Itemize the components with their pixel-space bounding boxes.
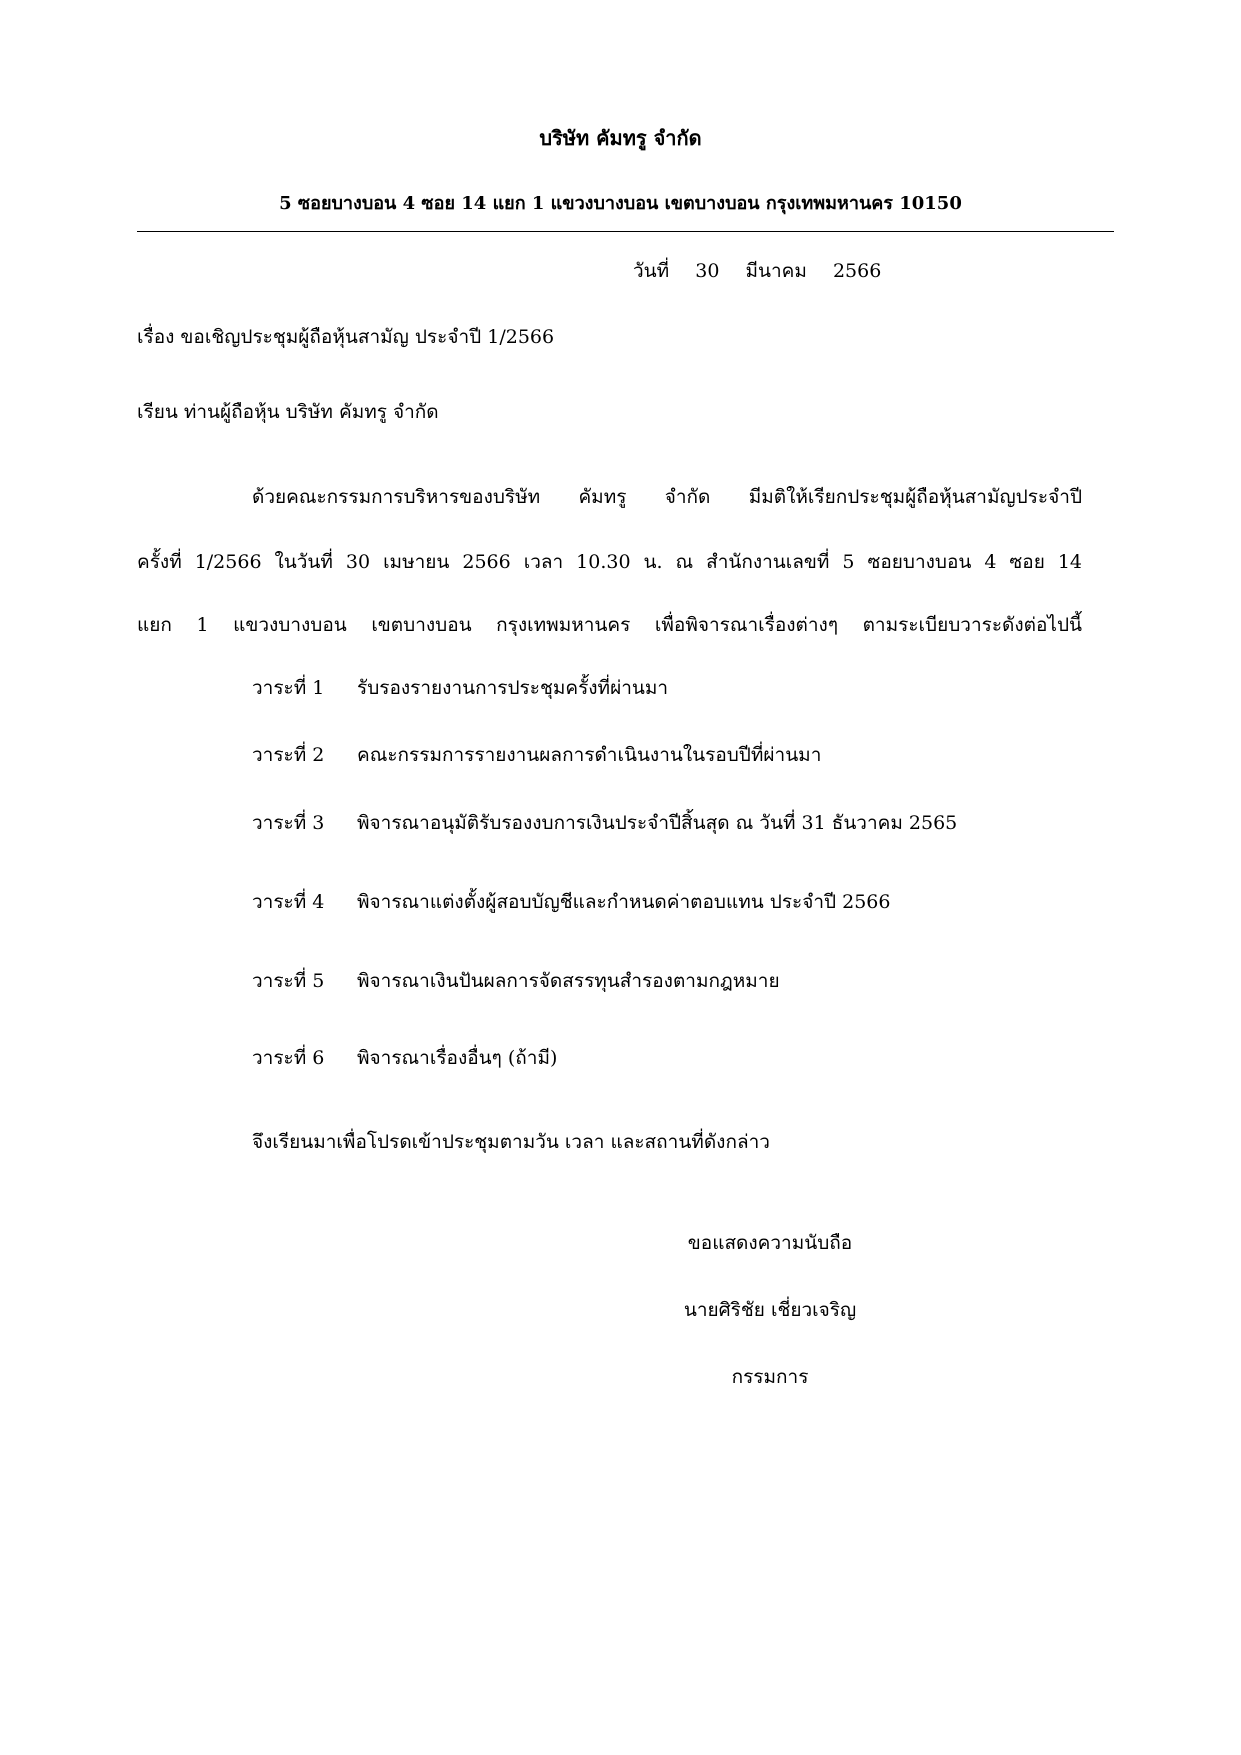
agenda-number: วาระที่ 5 — [252, 970, 325, 992]
body-line-2: ครั้งที่ 1/2566 ในวันที่ 30 เมษายน 2566 เวลา 10.30 น. ณ สำนักงานเลขที่ 5 ซอยบางบอน 4 ซอย 14 — [137, 551, 1082, 573]
agenda-number: วาระที่ 1 — [252, 677, 325, 699]
letter-date — [633, 256, 901, 286]
agenda-text: พิจารณาเรื่องอื่นๆ (ถ้ามี) — [357, 1047, 558, 1069]
agenda-text: พิจารณาอนุมัติรับรองงบการเงินประจำปีสิ้นสุด ณ วันที่ 31 ธันวาคม 2565 — [357, 812, 958, 834]
signature-position: กรรมการ — [731, 1366, 809, 1388]
agenda-text: รับรองรายงานการประชุมครั้งที่ผ่านมา — [357, 677, 669, 699]
agenda-item — [252, 673, 668, 703]
agenda-item — [252, 808, 957, 838]
signature-regards: ขอแสดงความนับถือ — [687, 1232, 853, 1254]
closing-line: จึงเรียนมาเพื่อโปรดเข้าประชุมตามวัน เวลา และสถานที่ดังกล่าว — [252, 1131, 770, 1153]
agenda-text: พิจารณาเงินปันผลการจัดสรรทุนสำรองตามกฎหมาย — [357, 970, 780, 992]
agenda-item — [252, 966, 780, 996]
agenda-number: วาระที่ 4 — [252, 891, 325, 913]
header-divider — [137, 231, 1114, 232]
agenda-item — [252, 740, 821, 770]
agenda-text: คณะกรรมการรายงานผลการดำเนินงานในรอบปีที่ผ่านมา — [357, 744, 822, 766]
agenda-number: วาระที่ 2 — [252, 744, 325, 766]
body-line-3: แยก 1 แขวงบางบอน เขตบางบอน กรุงเทพมหานคร เพื่อพิจารณาเรื่องต่างๆ ตามระเบียบวาระดังต่อไปนี้ — [137, 614, 1082, 636]
date-label: วันที่ — [633, 260, 670, 282]
company-address: 5 ซอยบางบอน 4 ซอย 14 แยก 1 แขวงบางบอน เขตบางบอน กรุงเทพมหานคร 10150 — [279, 193, 962, 214]
letter-salutation: เรียน ท่านผู้ถือหุ้น บริษัท คัมทรู จำกัด — [137, 401, 439, 423]
agenda-item — [252, 887, 890, 917]
agenda-number: วาระที่ 3 — [252, 812, 325, 834]
date-month: มีนาคม — [745, 260, 807, 282]
signature-name: นายศิริชัย เชี่ยวเจริญ — [683, 1299, 857, 1321]
agenda-number: วาระที่ 6 — [252, 1047, 325, 1069]
agenda-text: พิจารณาแต่งตั้งผู้สอบบัญชีและกำหนดค่าตอบแทน ประจำปี 2566 — [357, 891, 891, 913]
body-line-1: ด้วยคณะกรรมการบริหารของบริษัท คัมทรู จำกัด มีมติให้เรียกประชุมผู้ถือหุ้นสามัญประจำปี — [252, 486, 1082, 508]
date-year: 2566 — [832, 260, 882, 282]
letter-subject: เรื่อง ขอเชิญประชุมผู้ถือหุ้นสามัญ ประจำปี 1/2566 — [137, 326, 555, 348]
company-name: บริษัท คัมทรู จำกัด — [539, 126, 702, 150]
agenda-item — [252, 1043, 557, 1073]
date-day: 30 — [695, 260, 720, 282]
